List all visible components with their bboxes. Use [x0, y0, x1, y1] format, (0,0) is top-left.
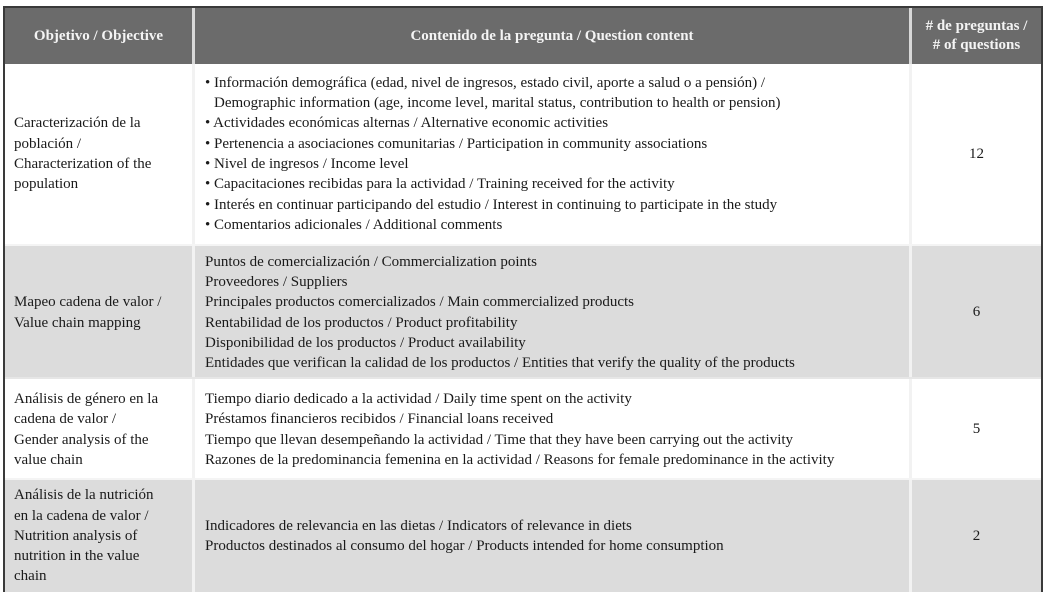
objective-line: Nutrition analysis of — [14, 527, 138, 544]
content-cell — [192, 379, 909, 480]
question-item: Indicadores de relevancia en las dietas / Indicators of relevance in diets — [205, 517, 632, 534]
table-row — [5, 244, 1041, 379]
objective-line: chain — [14, 568, 47, 585]
question-item: Puntos de comercialización / Commercialization points — [205, 253, 537, 270]
objective-line: Análisis de la nutrición — [14, 487, 154, 504]
header-objective: Objetivo / Objective — [33, 27, 164, 44]
question-item: Préstamos financieros recibidos / Financial loans received — [205, 411, 554, 428]
objective-line: value chain — [14, 451, 83, 468]
header-count-line: # de preguntas / — [925, 18, 1028, 34]
question-item: • Nivel de ingresos / Income level — [205, 156, 409, 172]
objective-line: population — [14, 176, 79, 193]
header-content: Contenido de la pregunta / Question content — [192, 8, 909, 64]
question-item: Tiempo que llevan desempeñando la actividad / Time that they have been carrying out the activity — [205, 431, 794, 448]
table-row — [5, 478, 1041, 592]
question-count: 12 — [909, 64, 1041, 244]
objective-line: nutrition in the value — [14, 548, 140, 565]
table-row — [5, 64, 1041, 244]
content-cell — [192, 64, 909, 244]
question-item: • Capacitaciones recibidas para la actividad / Training received for the activity — [205, 176, 675, 193]
question-item: Principales productos comercializados / Main commercialized products — [205, 294, 635, 311]
question-item: Proveedores / Suppliers — [205, 273, 348, 290]
objective-cell — [5, 64, 192, 244]
question-item: • Pertenencia a asociaciones comunitarias / Participation in community associations — [205, 135, 708, 152]
content-cell — [192, 480, 909, 592]
question-item: • Información demográfica (edad, nivel de ingresos, estado civil, aporte a salud o a pensión) / — [205, 74, 766, 91]
question-count: 6 — [909, 246, 1041, 379]
question-item: Demographic information (age, income level, marital status, contribution to health or pension) — [214, 95, 781, 112]
objective-line: Gender analysis of the — [14, 431, 149, 448]
questionnaire-table — [3, 6, 1043, 592]
objective-line: Characterization of the — [14, 156, 152, 172]
question-item: • Actividades económicas alternas / Alternative economic activities — [205, 115, 609, 132]
objective-line: en la cadena de valor / — [14, 507, 149, 524]
question-item: Productos destinados al consumo del hogar / Products intended for home consumption — [205, 538, 724, 554]
question-item: Disponibilidad de los productos / Product availability — [205, 334, 526, 351]
table-row — [5, 377, 1041, 480]
question-item: Tiempo diario dedicado a la actividad / Daily time spent on the activity — [205, 390, 632, 407]
objective-cell — [5, 246, 192, 379]
objective-line: Value chain mapping — [14, 314, 141, 331]
question-count: 2 — [909, 480, 1041, 592]
content-cell — [192, 246, 909, 379]
question-item: Entidades que verifican la calidad de los productos / Entities that verify the quality of the products — [205, 355, 795, 372]
question-item: • Comentarios adicionales / Additional comments — [205, 216, 503, 233]
objective-line: población / — [14, 135, 82, 152]
objective-line: Caracterización de la — [14, 115, 141, 132]
objective-cell — [5, 379, 192, 480]
objective-line: Mapeo cadena de valor / — [14, 294, 162, 311]
question-item: Razones de la predominancia femenina en la actividad / Reasons for female predominance in the activity — [205, 451, 835, 468]
question-item: • Interés en continuar participando del estudio / Interest in continuing to participate in the study — [205, 196, 778, 213]
objective-line: Análisis de género en la — [14, 390, 159, 407]
header-count — [909, 8, 1041, 64]
question-count: 5 — [909, 379, 1041, 480]
objective-cell — [5, 480, 192, 592]
header-count-line: # of questions — [932, 37, 1021, 53]
table-header-row — [5, 8, 1041, 64]
question-item: Rentabilidad de los productos / Product profitability — [205, 314, 518, 331]
objective-line: cadena de valor / — [14, 411, 117, 428]
